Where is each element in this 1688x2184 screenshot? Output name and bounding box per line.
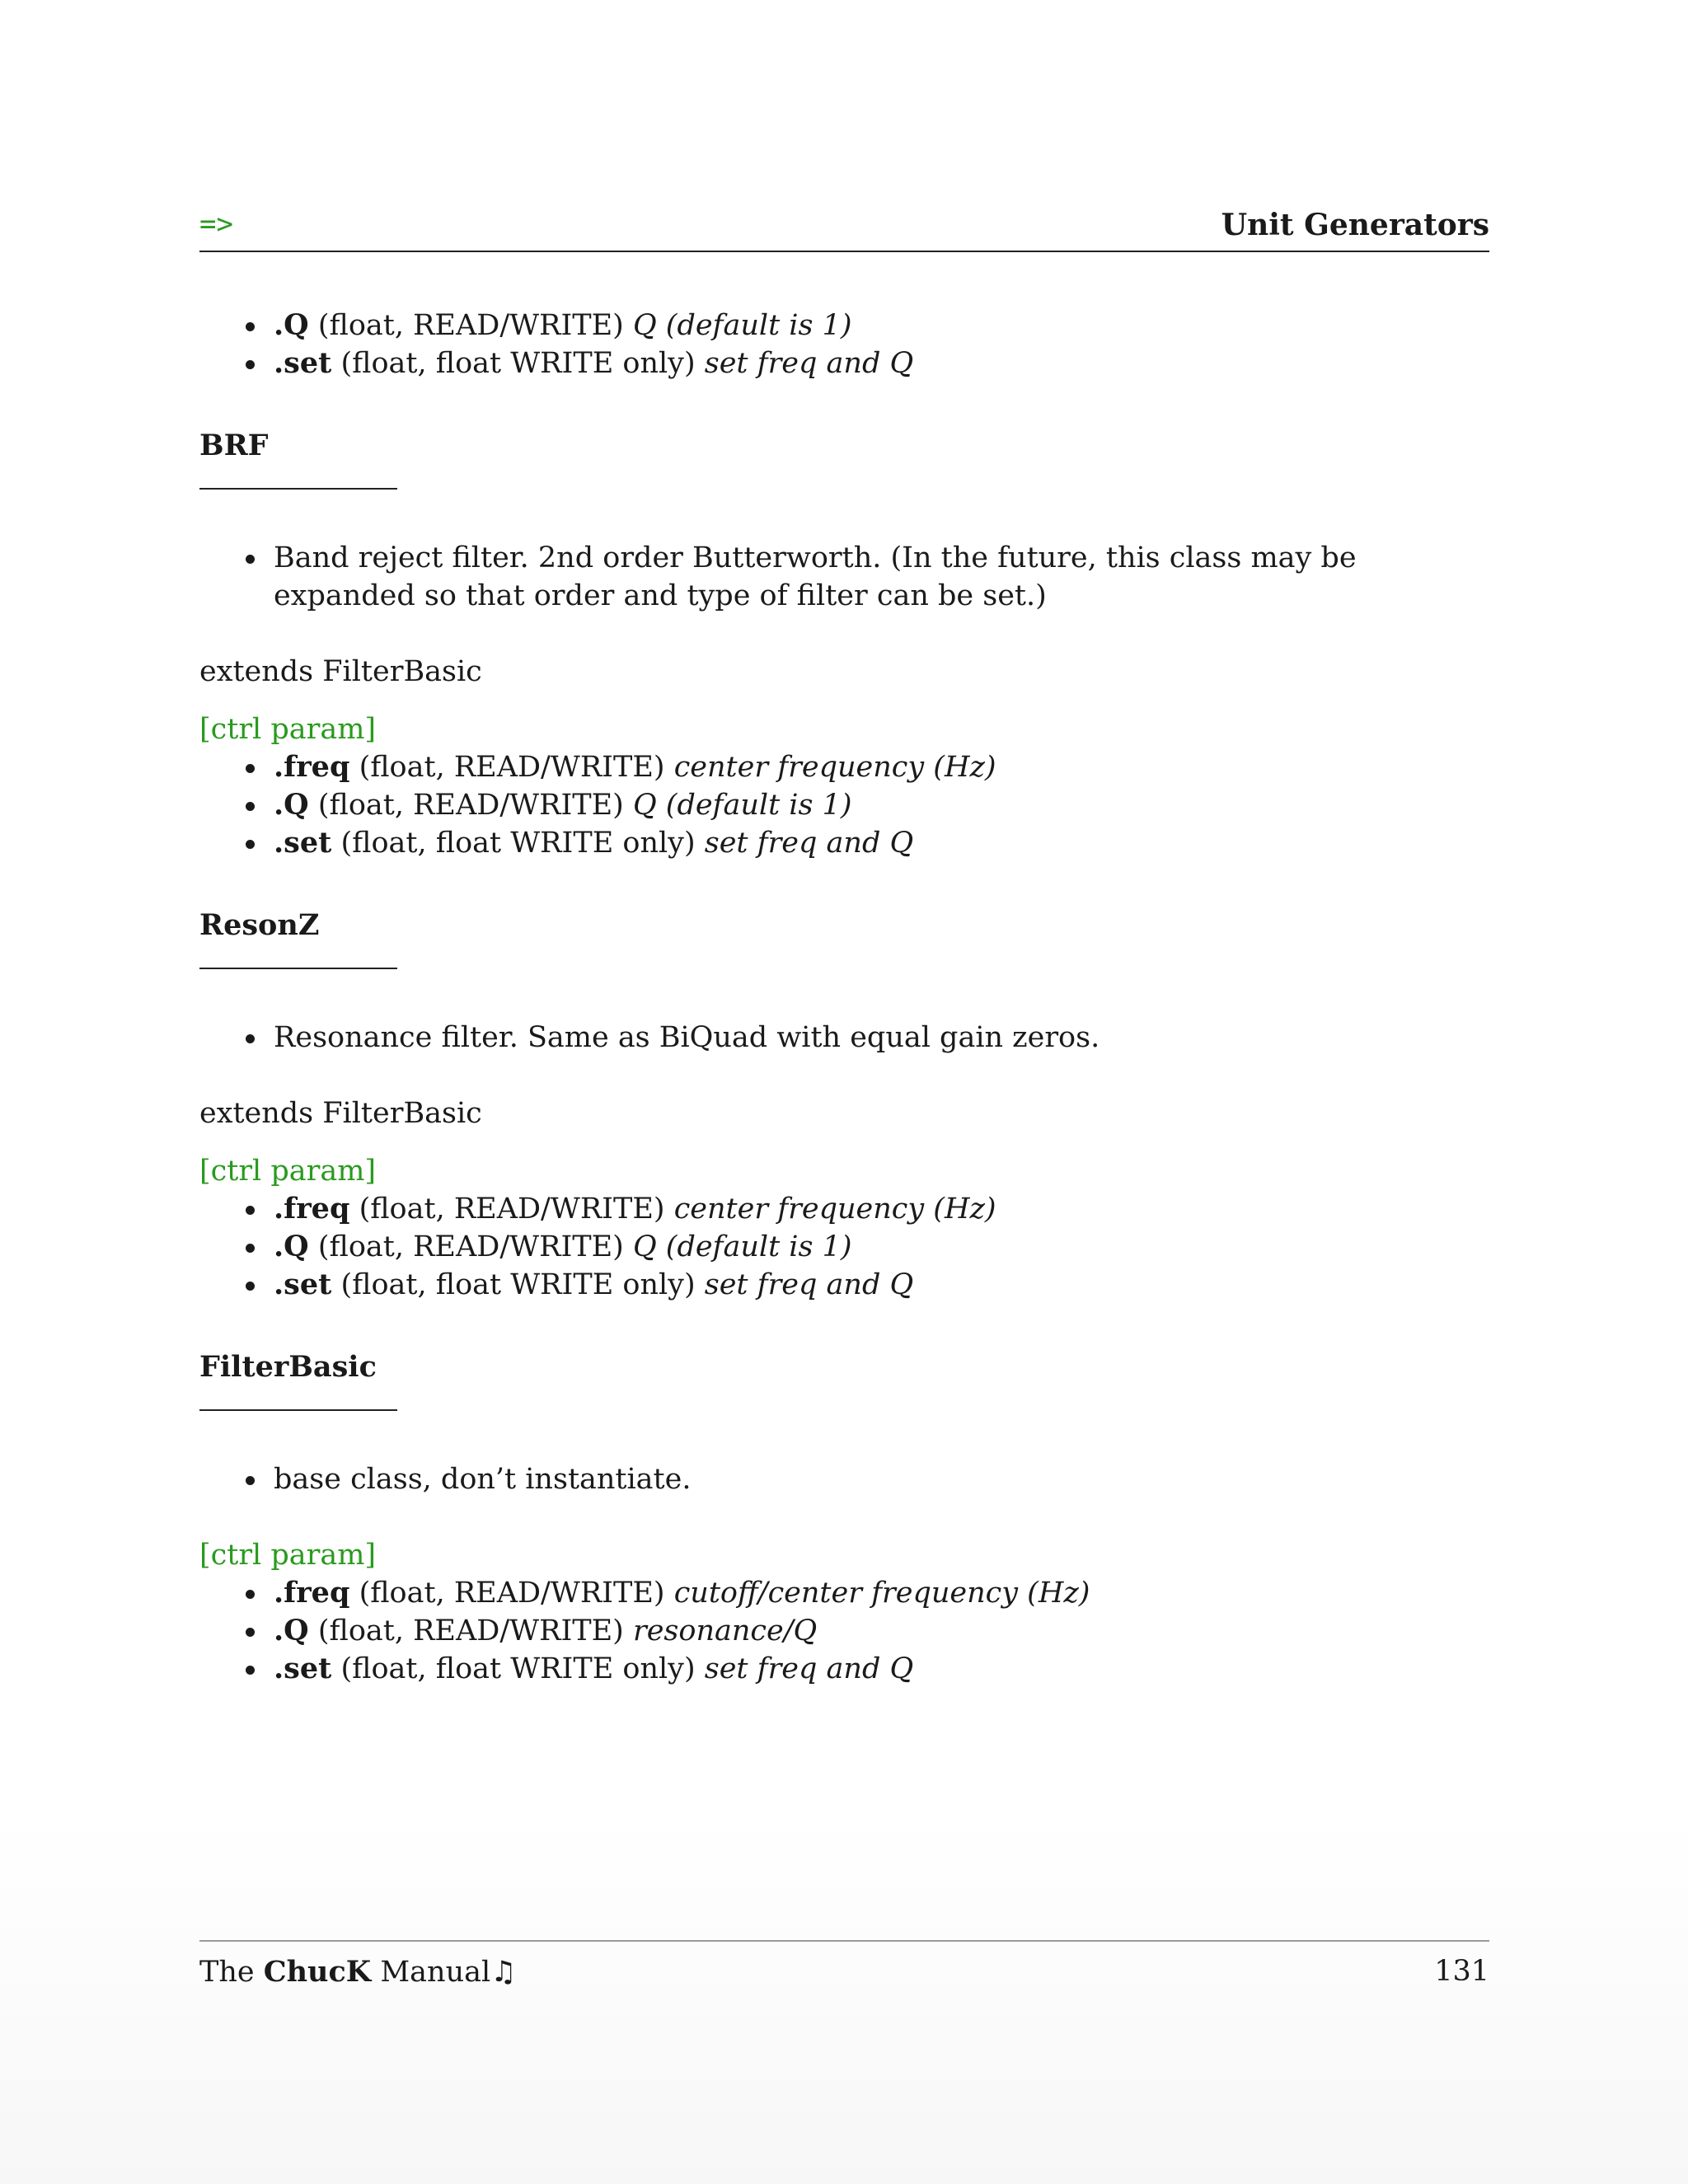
param-type: (float, READ/WRITE) (317, 1230, 624, 1263)
param-item (199, 344, 1489, 382)
section-brf (199, 427, 1489, 862)
footer-prefix: The (199, 1956, 264, 1989)
footer-brand: ChucK (263, 1955, 372, 1989)
section-rule (199, 968, 397, 969)
param-desc: Q (default is 1) (632, 1230, 852, 1263)
param-name: .freq (274, 1192, 350, 1226)
param-list (199, 748, 1489, 862)
param-desc: set freq and Q (704, 827, 914, 860)
ctrl-param-heading: [ctrl param] (199, 1539, 377, 1572)
description-item: base class, don’t instantiate. (199, 1460, 1489, 1498)
param-item (199, 1612, 1489, 1650)
param-type: (float, READ/WRITE) (359, 1193, 665, 1226)
description-list (199, 1019, 1489, 1057)
param-type: (float, READ/WRITE) (359, 1577, 665, 1610)
param-name: .set (274, 1652, 332, 1685)
running-header (199, 208, 1489, 252)
param-desc: cutoff/center frequency (Hz) (673, 1577, 1090, 1610)
continued-param-list (199, 307, 1489, 382)
param-item (199, 307, 1489, 344)
description-item: Resonance filter. Same as BiQuad with equal gain zeros. (199, 1019, 1489, 1057)
param-desc: set freq and Q (704, 1652, 914, 1685)
page-footer (199, 1940, 1489, 1989)
param-item (199, 748, 1489, 786)
param-item (199, 786, 1489, 824)
extends-text: extends FilterBasic (199, 655, 482, 688)
section-resonz (199, 907, 1489, 1304)
ctrl-param-heading: [ctrl param] (199, 1155, 377, 1188)
param-name: .Q (274, 788, 309, 822)
section-rule (199, 1409, 397, 1411)
param-desc: center frequency (Hz) (673, 1193, 996, 1226)
param-desc: resonance/Q (632, 1615, 818, 1647)
param-name: .set (274, 346, 332, 380)
param-item (199, 1574, 1489, 1612)
param-desc: set freq and Q (704, 1268, 914, 1301)
param-desc: center frequency (Hz) (673, 751, 996, 784)
param-desc: set freq and Q (704, 347, 914, 380)
param-type: (float, float WRITE only) (340, 347, 696, 380)
ctrl-param-heading: [ctrl param] (199, 713, 377, 746)
param-type: (float, float WRITE only) (340, 1268, 696, 1301)
description-list (199, 539, 1489, 615)
param-type: (float, READ/WRITE) (317, 789, 624, 822)
footer-suffix: Manual♫ (371, 1956, 517, 1989)
section-rule (199, 488, 397, 490)
param-desc: Q (default is 1) (632, 309, 852, 342)
param-item (199, 1266, 1489, 1304)
param-item (199, 1228, 1489, 1266)
description-list (199, 1460, 1489, 1498)
page-content (199, 307, 1489, 1688)
extends-text: extends FilterBasic (199, 1097, 482, 1130)
param-type: (float, READ/WRITE) (317, 309, 624, 342)
section-filterbasic (199, 1348, 1489, 1688)
param-desc: Q (default is 1) (632, 789, 852, 822)
param-name: .freq (274, 750, 350, 784)
param-type: (float, READ/WRITE) (317, 1615, 624, 1647)
param-name: .set (274, 826, 332, 860)
param-name: .set (274, 1268, 332, 1301)
param-item (199, 1650, 1489, 1688)
param-name: .Q (274, 1614, 309, 1647)
param-name: .Q (274, 1230, 309, 1263)
param-type: (float, float WRITE only) (340, 827, 696, 860)
param-type: (float, float WRITE only) (340, 1652, 696, 1685)
param-name: .Q (274, 308, 309, 342)
description-item: Band reject filter. 2nd order Butterworth. (In the future, this class may be expanded so that order and type of filter can be set.) (199, 539, 1489, 615)
param-list (199, 1574, 1489, 1688)
section-title: BRF (199, 429, 269, 462)
param-item (199, 824, 1489, 862)
header-arrow: => (199, 208, 233, 241)
param-type: (float, READ/WRITE) (359, 751, 665, 784)
section-title: FilterBasic (199, 1350, 377, 1384)
param-item (199, 1190, 1489, 1228)
section-title: ResonZ (199, 908, 320, 942)
param-name: .freq (274, 1576, 350, 1610)
footer-title (199, 1955, 517, 1989)
page-number: 131 (1434, 1955, 1489, 1988)
chapter-title: Unit Generators (1221, 208, 1489, 242)
param-list (199, 1190, 1489, 1304)
